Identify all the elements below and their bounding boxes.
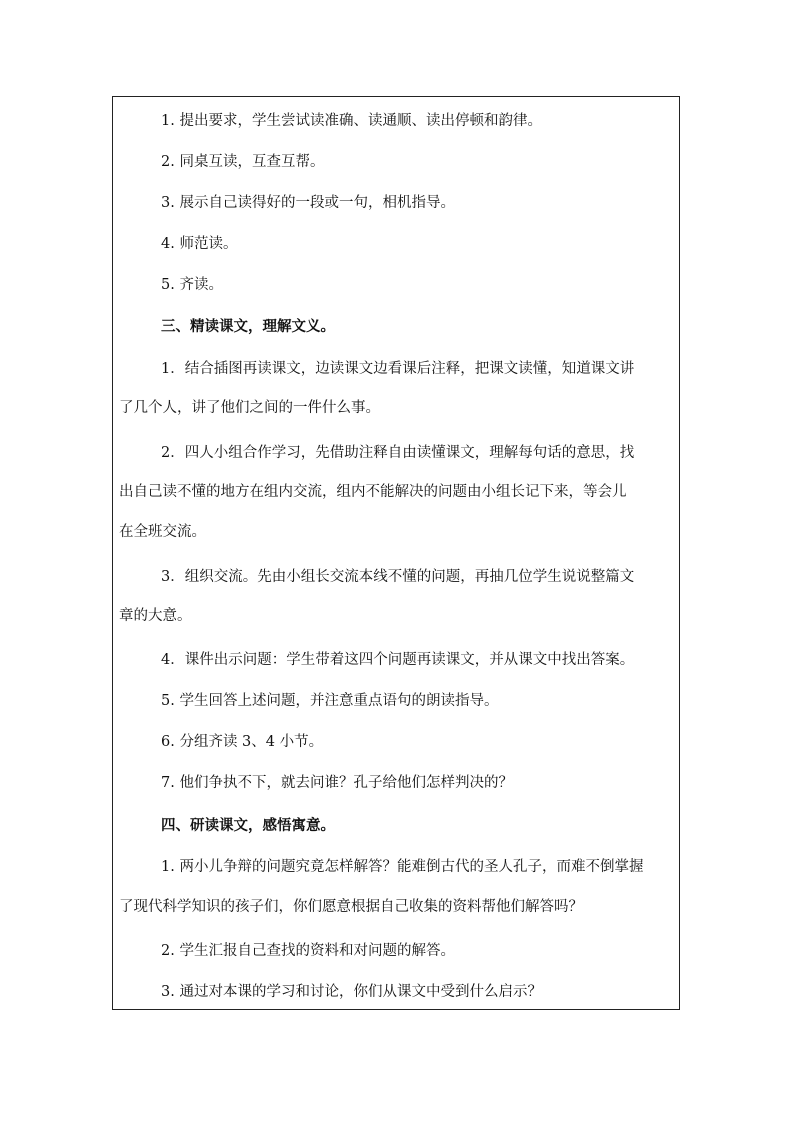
- paragraph-text: 1. 两小儿争辩的问题究竟怎样解答？能难倒古代的圣人孔子，而难不倒掌握: [161, 859, 644, 875]
- paragraph-text: 了现代科学知识的孩子们，你们愿意根据自己收集的资料帮他们解答吗？: [119, 899, 583, 915]
- lesson-content: [113, 97, 679, 1009]
- step-text: 1. 提出要求，学生尝试读准确、读通顺、读出停顿和韵律。: [161, 113, 542, 129]
- paragraph-text: 1．结合插图再读课文，边读课文边看课后注释，把课文读懂，知道课文讲: [161, 361, 635, 377]
- paragraph-text: 章的大意。: [119, 608, 192, 624]
- lesson-plan-table-cell: [112, 96, 680, 1010]
- paragraph-text: 4．课件出示问题：学生带着这四个问题再读课文，并从课文中找出答案。: [161, 652, 635, 668]
- paragraph-text: 2．四人小组合作学习，先借助注释自由读懂课文，理解每句话的意思，找: [161, 445, 635, 461]
- paragraph-text: 2. 学生汇报自己查找的资料和对问题的解答。: [161, 943, 455, 959]
- section-heading-text: 四、研读课文，感悟寓意。: [161, 817, 335, 834]
- paragraph-text: 6. 分组齐读 3、4 小节。: [161, 734, 324, 750]
- paragraph-text: 7. 他们争执不下，就去问谁？孔子给他们怎样判决的？: [161, 775, 513, 791]
- paragraph-text: 3．组织交流。先由小组长交流本线不懂的问题，再抽几位学生说说整篇文: [161, 569, 635, 585]
- paragraph-text: 5. 学生回答上述问题，并注意重点语句的朗读指导。: [161, 693, 499, 709]
- paragraph-text: 出自己读不懂的地方在组内交流，组内不能解决的问题由小组长记下来，等会儿: [119, 484, 627, 500]
- step-text: 2. 同桌互读，互查互帮。: [161, 154, 325, 170]
- paragraph-text: 3. 通过对本课的学习和讨论，你们从课文中受到什么启示？: [161, 984, 542, 1000]
- paragraph-text: 了几个人，讲了他们之间的一件什么事。: [119, 400, 380, 416]
- step-text: 5. 齐读。: [161, 277, 223, 293]
- step-text: 3. 展示自己读得好的一段或一句，相机指导。: [161, 195, 455, 211]
- paragraph-text: 在全班交流。: [119, 524, 206, 540]
- section-heading-text: 三、精读课文，理解文义。: [161, 318, 335, 335]
- step-text: 4. 师范读。: [161, 236, 238, 252]
